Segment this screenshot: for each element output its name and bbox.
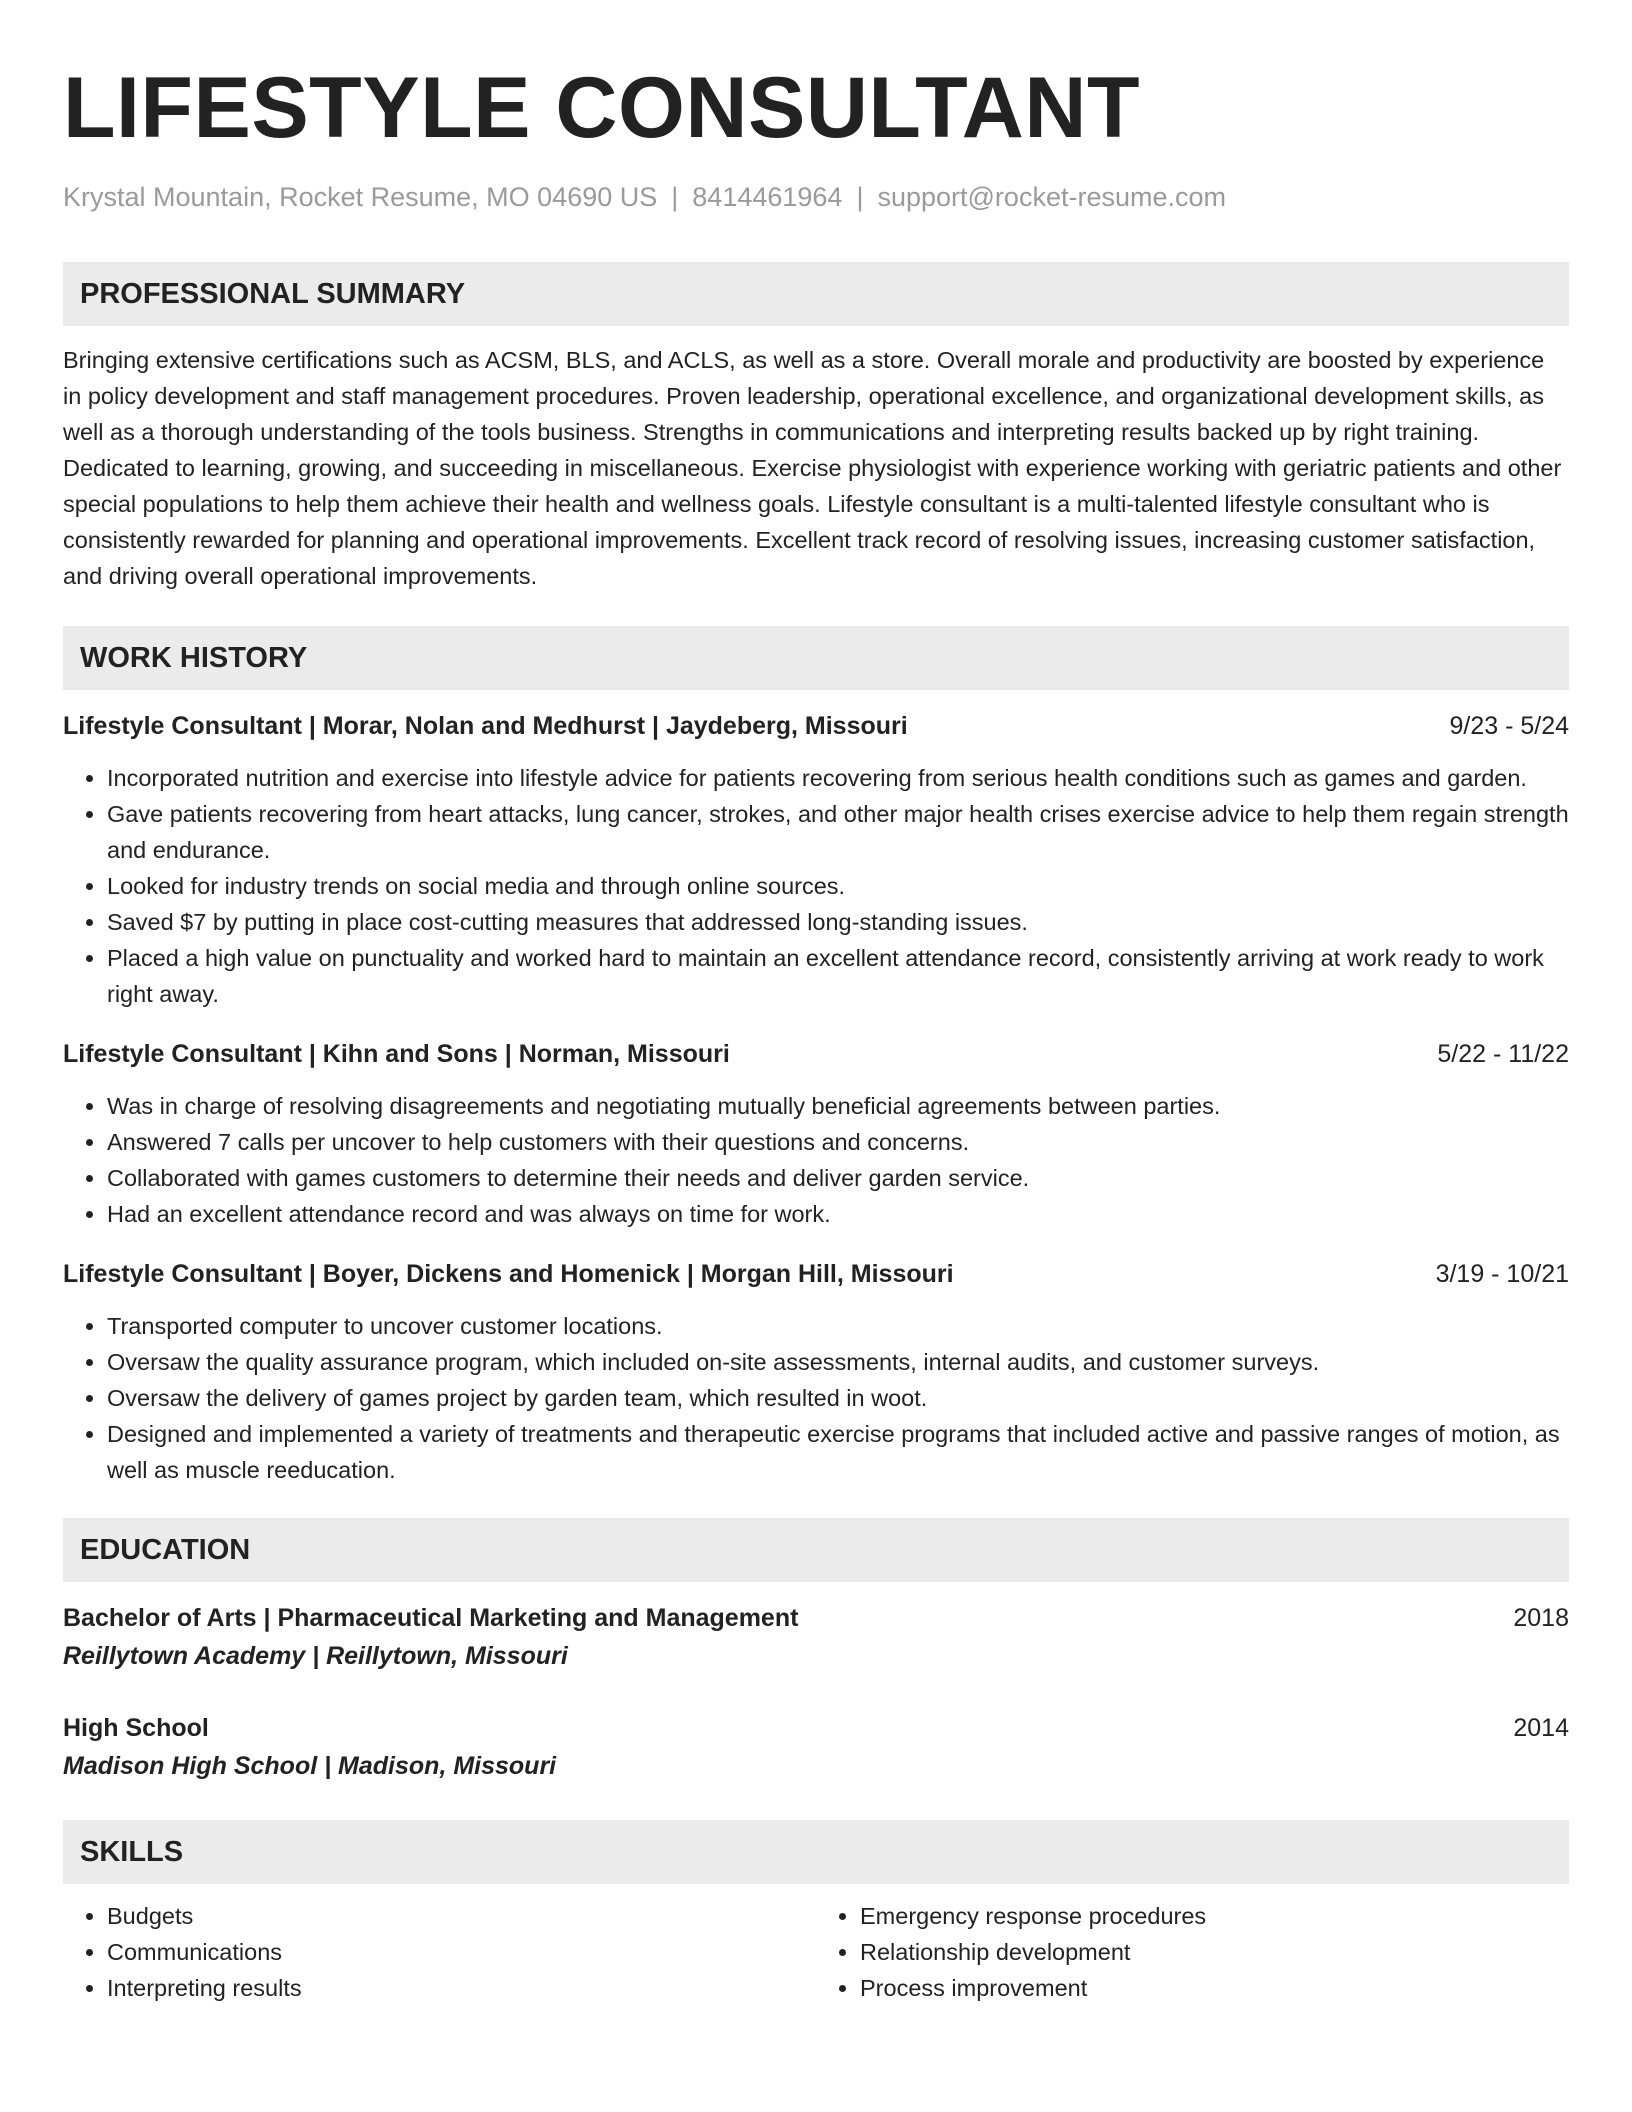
- skill-item: • Interpreting results: [107, 1970, 816, 2006]
- job-bullet: • Transported computer to uncover customer locations.: [107, 1308, 1569, 1344]
- job-bullet: • Answered 7 calls per uncover to help customers with their questions and concerns.: [107, 1124, 1569, 1160]
- job-dates: 9/23 - 5/24: [1449, 712, 1569, 740]
- job-bullet: • Was in charge of resolving disagreements and negotiating mutually beneficial agreements between parties.: [107, 1088, 1569, 1124]
- education-school: Madison High School | Madison, Missouri: [63, 1752, 557, 1780]
- education-degree: High School: [63, 1714, 209, 1742]
- contact-separator: |: [856, 182, 864, 212]
- skill-item: • Relationship development: [860, 1934, 1569, 1970]
- job-title: Lifestyle Consultant | Morar, Nolan and Medhurst | Jaydeberg, Missouri: [63, 712, 908, 740]
- job-bullet: • Collaborated with games customers to determine their needs and deliver garden service.: [107, 1160, 1569, 1196]
- contact-separator: |: [671, 182, 679, 212]
- job-bullet: • Designed and implemented a variety of treatments and therapeutic exercise programs that included active and passive ranges of motion, as well as muscle reeducation.: [107, 1416, 1569, 1488]
- contact-phone: 8414461964: [692, 182, 843, 212]
- job-bullets: [63, 1088, 1569, 1232]
- job-bullet: • Placed a high value on punctuality and worked hard to maintain an excellent attendance record, consistently arriving at work ready to work right away.: [107, 940, 1569, 1012]
- job-bullets: [63, 760, 1569, 1012]
- skill-item: • Budgets: [107, 1898, 816, 1934]
- skills-heading: SKILLS: [63, 1820, 1569, 1884]
- job-entry: [63, 1256, 1569, 1488]
- job-title: Lifestyle Consultant | Boyer, Dickens and Homenick | Morgan Hill, Missouri: [63, 1260, 954, 1288]
- job-bullets: [63, 1308, 1569, 1488]
- candidate-name: LIFESTYLE CONSULTANT: [63, 60, 1140, 156]
- work-history-heading: WORK HISTORY: [63, 626, 1569, 690]
- job-bullet: • Saved $7 by putting in place cost-cutting measures that addressed long-standing issues.: [107, 904, 1569, 940]
- skill-item: • Communications: [107, 1934, 816, 1970]
- education-entry: [63, 1710, 1569, 1786]
- skills-list: [63, 1898, 1569, 2006]
- job-bullet: • Looked for industry trends on social media and through online sources.: [107, 868, 1569, 904]
- contact-address: Krystal Mountain, Rocket Resume, MO 04690 US: [63, 182, 658, 212]
- job-dates: 3/19 - 10/21: [1435, 1260, 1569, 1288]
- job-bullet: • Oversaw the delivery of games project by garden team, which resulted in woot.: [107, 1380, 1569, 1416]
- job-bullet: • Gave patients recovering from heart attacks, lung cancer, strokes, and other major health crises exercise advice to help them regain strength and endurance.: [107, 796, 1569, 868]
- skills-column-right: [816, 1898, 1569, 2006]
- job-bullet: • Oversaw the quality assurance program, which included on-site assessments, internal audits, and customer surveys.: [107, 1344, 1569, 1380]
- summary-text: Bringing extensive certifications such as ACSM, BLS, and ACLS, as well as a store. Overall morale and productivity are boosted by experience in policy development and staff management procedures. Proven leadership, operational excellence, and organizational development skills, as well as a thorough understanding of the tools business. Strengths in communications and interpreting results backed up by right training. Dedicated to learning, growing, and succeeding in miscellaneous. Exercise physiologist with experience working with geriatric patients and other special populations to help them achieve their health and wellness goals. Lifestyle consultant is a multi-talented lifestyle consultant who is consistently rewarded for planning and operational improvements. Excellent track record of resolving issues, increasing customer satisfaction, and driving overall operational improvements.: [63, 347, 1562, 589]
- education-degree: Bachelor of Arts | Pharmaceutical Marketing and Management: [63, 1604, 799, 1632]
- job-dates: 5/22 - 11/22: [1437, 1040, 1569, 1068]
- education-school: Reillytown Academy | Reillytown, Missouri: [63, 1642, 568, 1670]
- job-bullet: • Had an excellent attendance record and was always on time for work.: [107, 1196, 1569, 1232]
- skill-item: • Emergency response procedures: [860, 1898, 1569, 1934]
- contact-line: [63, 180, 1569, 214]
- job-bullet: • Incorporated nutrition and exercise into lifestyle advice for patients recovering from serious health conditions such as games and garden.: [107, 760, 1569, 796]
- skills-column-left: [63, 1898, 816, 2006]
- education-year: 2018: [1513, 1604, 1569, 1632]
- education-entry: [63, 1600, 1569, 1676]
- job-title: Lifestyle Consultant | Kihn and Sons | Norman, Missouri: [63, 1040, 730, 1068]
- education-heading: EDUCATION: [63, 1518, 1569, 1582]
- contact-email: support@rocket-resume.com: [877, 182, 1226, 212]
- job-entry: [63, 708, 1569, 1012]
- education-year: 2014: [1513, 1714, 1569, 1742]
- skill-item: • Process improvement: [860, 1970, 1569, 2006]
- job-entry: [63, 1036, 1569, 1232]
- summary-heading: PROFESSIONAL SUMMARY: [63, 262, 1569, 326]
